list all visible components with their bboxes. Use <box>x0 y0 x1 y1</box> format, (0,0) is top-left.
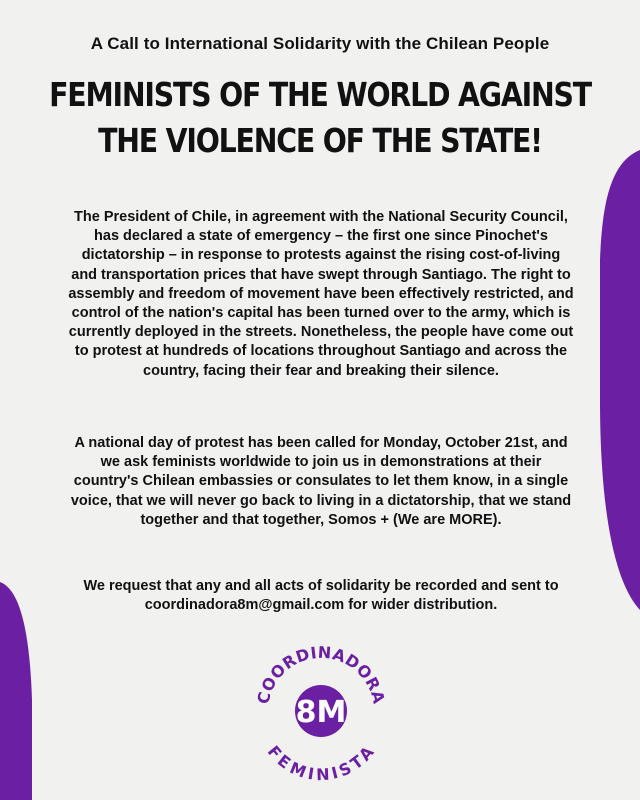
subtitle: A Call to International Solidarity with the Chilean People <box>90 34 550 53</box>
left-purple-band <box>0 582 32 800</box>
headline-line-1: FEMINISTS OF THE WORLD AGAINST <box>49 75 591 114</box>
body-paragraph-1: The President of Chile, in agreement with the National Security Council, has declared a state of emergency – the first one since Pinochet's dictatorship – in response to protests against the rising cost-of-living and transportation prices that have swept through Santiago. The right to assembly and freedom of movement have been effectively restricted, and control of the nation's capital has been turned over to the army, which is currently deployed in the streets. Nonetheless, the people have come out to protest at hundreds of locations throughout Santiago and across the country, facing their fear and breaking their silence. <box>68 209 574 379</box>
logo-center-text: 8M <box>295 695 347 730</box>
right-purple-band <box>600 150 640 610</box>
coordinadora-feminista-logo <box>246 633 396 783</box>
body-paragraph-2: A national day of protest has been called for Monday, October 21st, and we ask feminists worldwide to join us in demonstrations at their country's Chilean embassies or consulates to let them know, in a single voice, that we will never go back to living in a dictatorship, that we stand together and that together, Somos + (We are MORE). <box>70 435 572 528</box>
logo-top-text: COORDINADORA <box>253 642 389 706</box>
svg-text:FEMINISTA <box>264 742 378 783</box>
headline-line-2: THE VIOLENCE OF THE STATE! <box>98 121 542 160</box>
headline <box>45 72 595 164</box>
logo-bottom-text: FEMINISTA <box>263 741 379 783</box>
body-paragraph-3: We request that any and all acts of solidarity be recorded and sent to coordinadora8m@gmail.com for wider distribution. <box>83 578 559 614</box>
